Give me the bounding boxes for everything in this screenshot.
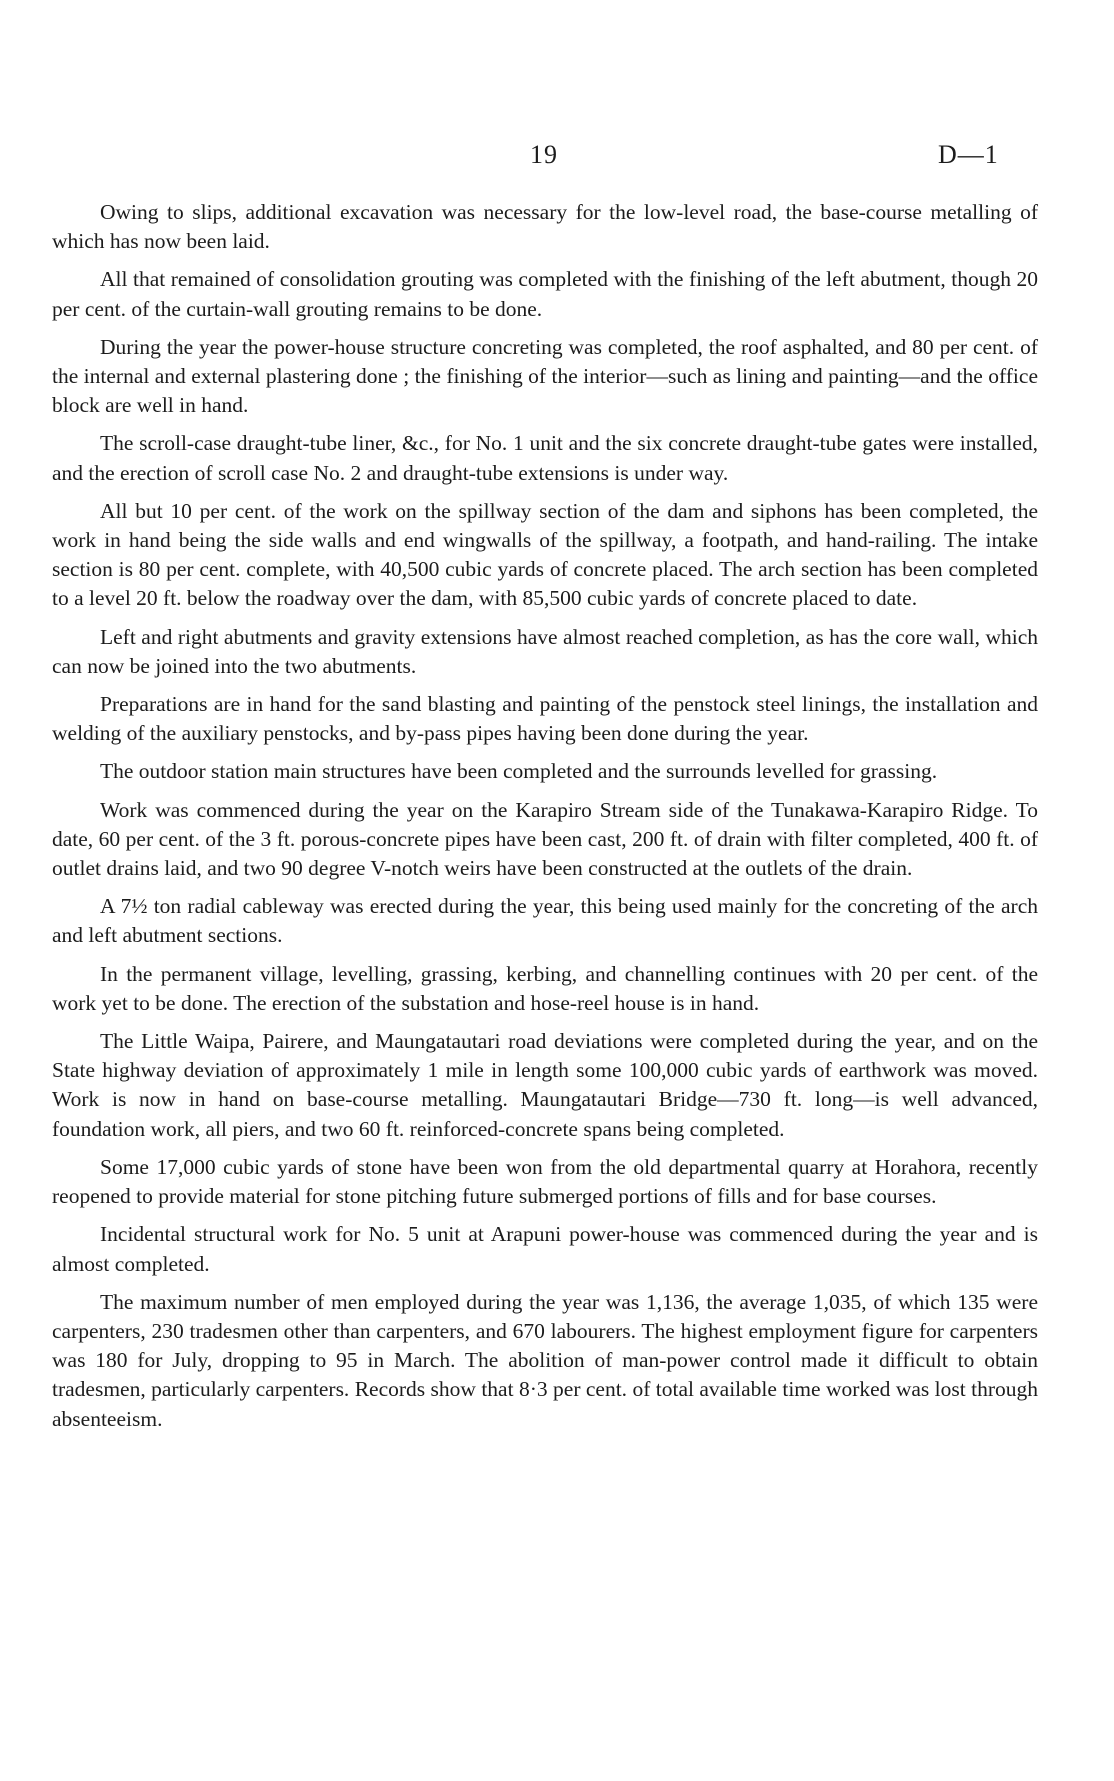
- page-header: [0, 140, 1114, 180]
- paragraph-horahora-quarry: Some 17,000 cubic yards of stone have been won from the old departmental quarry at Horahora, recently reopened to provide material for stone pitching future submerged portions of fills and for base courses.: [52, 1154, 1038, 1209]
- page-reference: D—1: [938, 140, 999, 169]
- paragraph-permanent-village: In the permanent village, levelling, grassing, kerbing, and channelling continues with 20 per cent. of the work yet to be done. The erection of the substation and hose-reel house is in hand.: [52, 961, 1038, 1015]
- page-number: 19: [530, 140, 558, 169]
- paragraph-scroll-case: The scroll-case draught-tube liner, &c., for No. 1 unit and the six concrete draught-tube gates were installed, and the erection of scroll case No. 2 and draught-tube extensions is under way.: [52, 431, 1038, 485]
- paragraph-arapuni-unit: Incidental structural work for No. 5 unit at Arapuni power-house was commenced during the year and is almost completed.: [52, 1222, 1038, 1276]
- body-text: [52, 198, 1038, 1443]
- paragraph-employment: The maximum number of men employed during the year was 1,136, the average 1,035, of which 135 were carpenters, 230 tradesmen other than carpenters, and 670 labourers. The highest employment figure for carpenters was 180 for July, dropping to 95 in March. The abolition of man-power control made it difficult to obtain tradesmen, particularly carpenters. Records show that 8·3 per cent. of total available time worked was lost through absenteeism.: [52, 1289, 1038, 1431]
- paragraph-karapiro-stream: Work was commenced during the year on the Karapiro Stream side of the Tunakawa-Karapiro Ridge. To date, 60 per cent. of the 3 ft. porous-concrete pipes have been cast, 200 ft. of drain with filter completed, 400 ft. of outlet drains laid, and two 90 degree V-notch weirs have been constructed at the outlets of the drain.: [52, 797, 1038, 881]
- paragraph-radial-cableway: A 7½ ton radial cableway was erected during the year, this being used mainly for the concreting of the arch and left abutment sections.: [52, 894, 1038, 948]
- paragraph-low-level-road: Owing to slips, additional excavation was necessary for the low-level road, the base-course metalling of which has now been laid.: [52, 200, 1038, 254]
- paragraph-power-house-structure: During the year the power-house structure concreting was completed, the roof asphalted, and 80 per cent. of the internal and external plastering done ; the finishing of the interior—such as lining and painting—and the office block are well in hand.: [52, 334, 1038, 418]
- paragraph-outdoor-station: The outdoor station main structures have been completed and the surrounds levelled for grassing.: [100, 759, 938, 784]
- paragraph-road-deviations: The Little Waipa, Pairere, and Maungatautari road deviations were completed during the year, and on the State highway deviation of approximately 1 mile in length some 100,000 cubic yards of earthwork was moved. Work is now in hand on base-course metalling. Maungatautari Bridge—730 ft. long—is well advanced, foundation work, all piers, and two 60 ft. reinforced-concrete spans being completed.: [52, 1029, 1038, 1141]
- paragraph-spillway-section: All but 10 per cent. of the work on the spillway section of the dam and siphons has been completed, the work in hand being the side walls and end wingwalls of the spillway, a footpath, and hand-railing. The intake section is 80 per cent. complete, with 40,500 cubic yards of concrete placed. The arch section has been completed to a level 20 ft. below the roadway over the dam, with 85,500 cubic yards of concrete placed to date.: [52, 498, 1038, 611]
- paragraph-abutments: Left and right abutments and gravity extensions have almost reached completion, as has the core wall, which can now be joined into the two abutments.: [52, 624, 1038, 678]
- paragraph-penstock-linings: Preparations are in hand for the sand blasting and painting of the penstock steel linings, the installation and welding of the auxiliary penstocks, and by-pass pipes having been done during the year.: [52, 692, 1038, 746]
- paragraph-consolidation-grouting: All that remained of consolidation grouting was completed with the finishing of the left abutment, though 20 per cent. of the curtain-wall grouting remains to be done.: [52, 267, 1038, 321]
